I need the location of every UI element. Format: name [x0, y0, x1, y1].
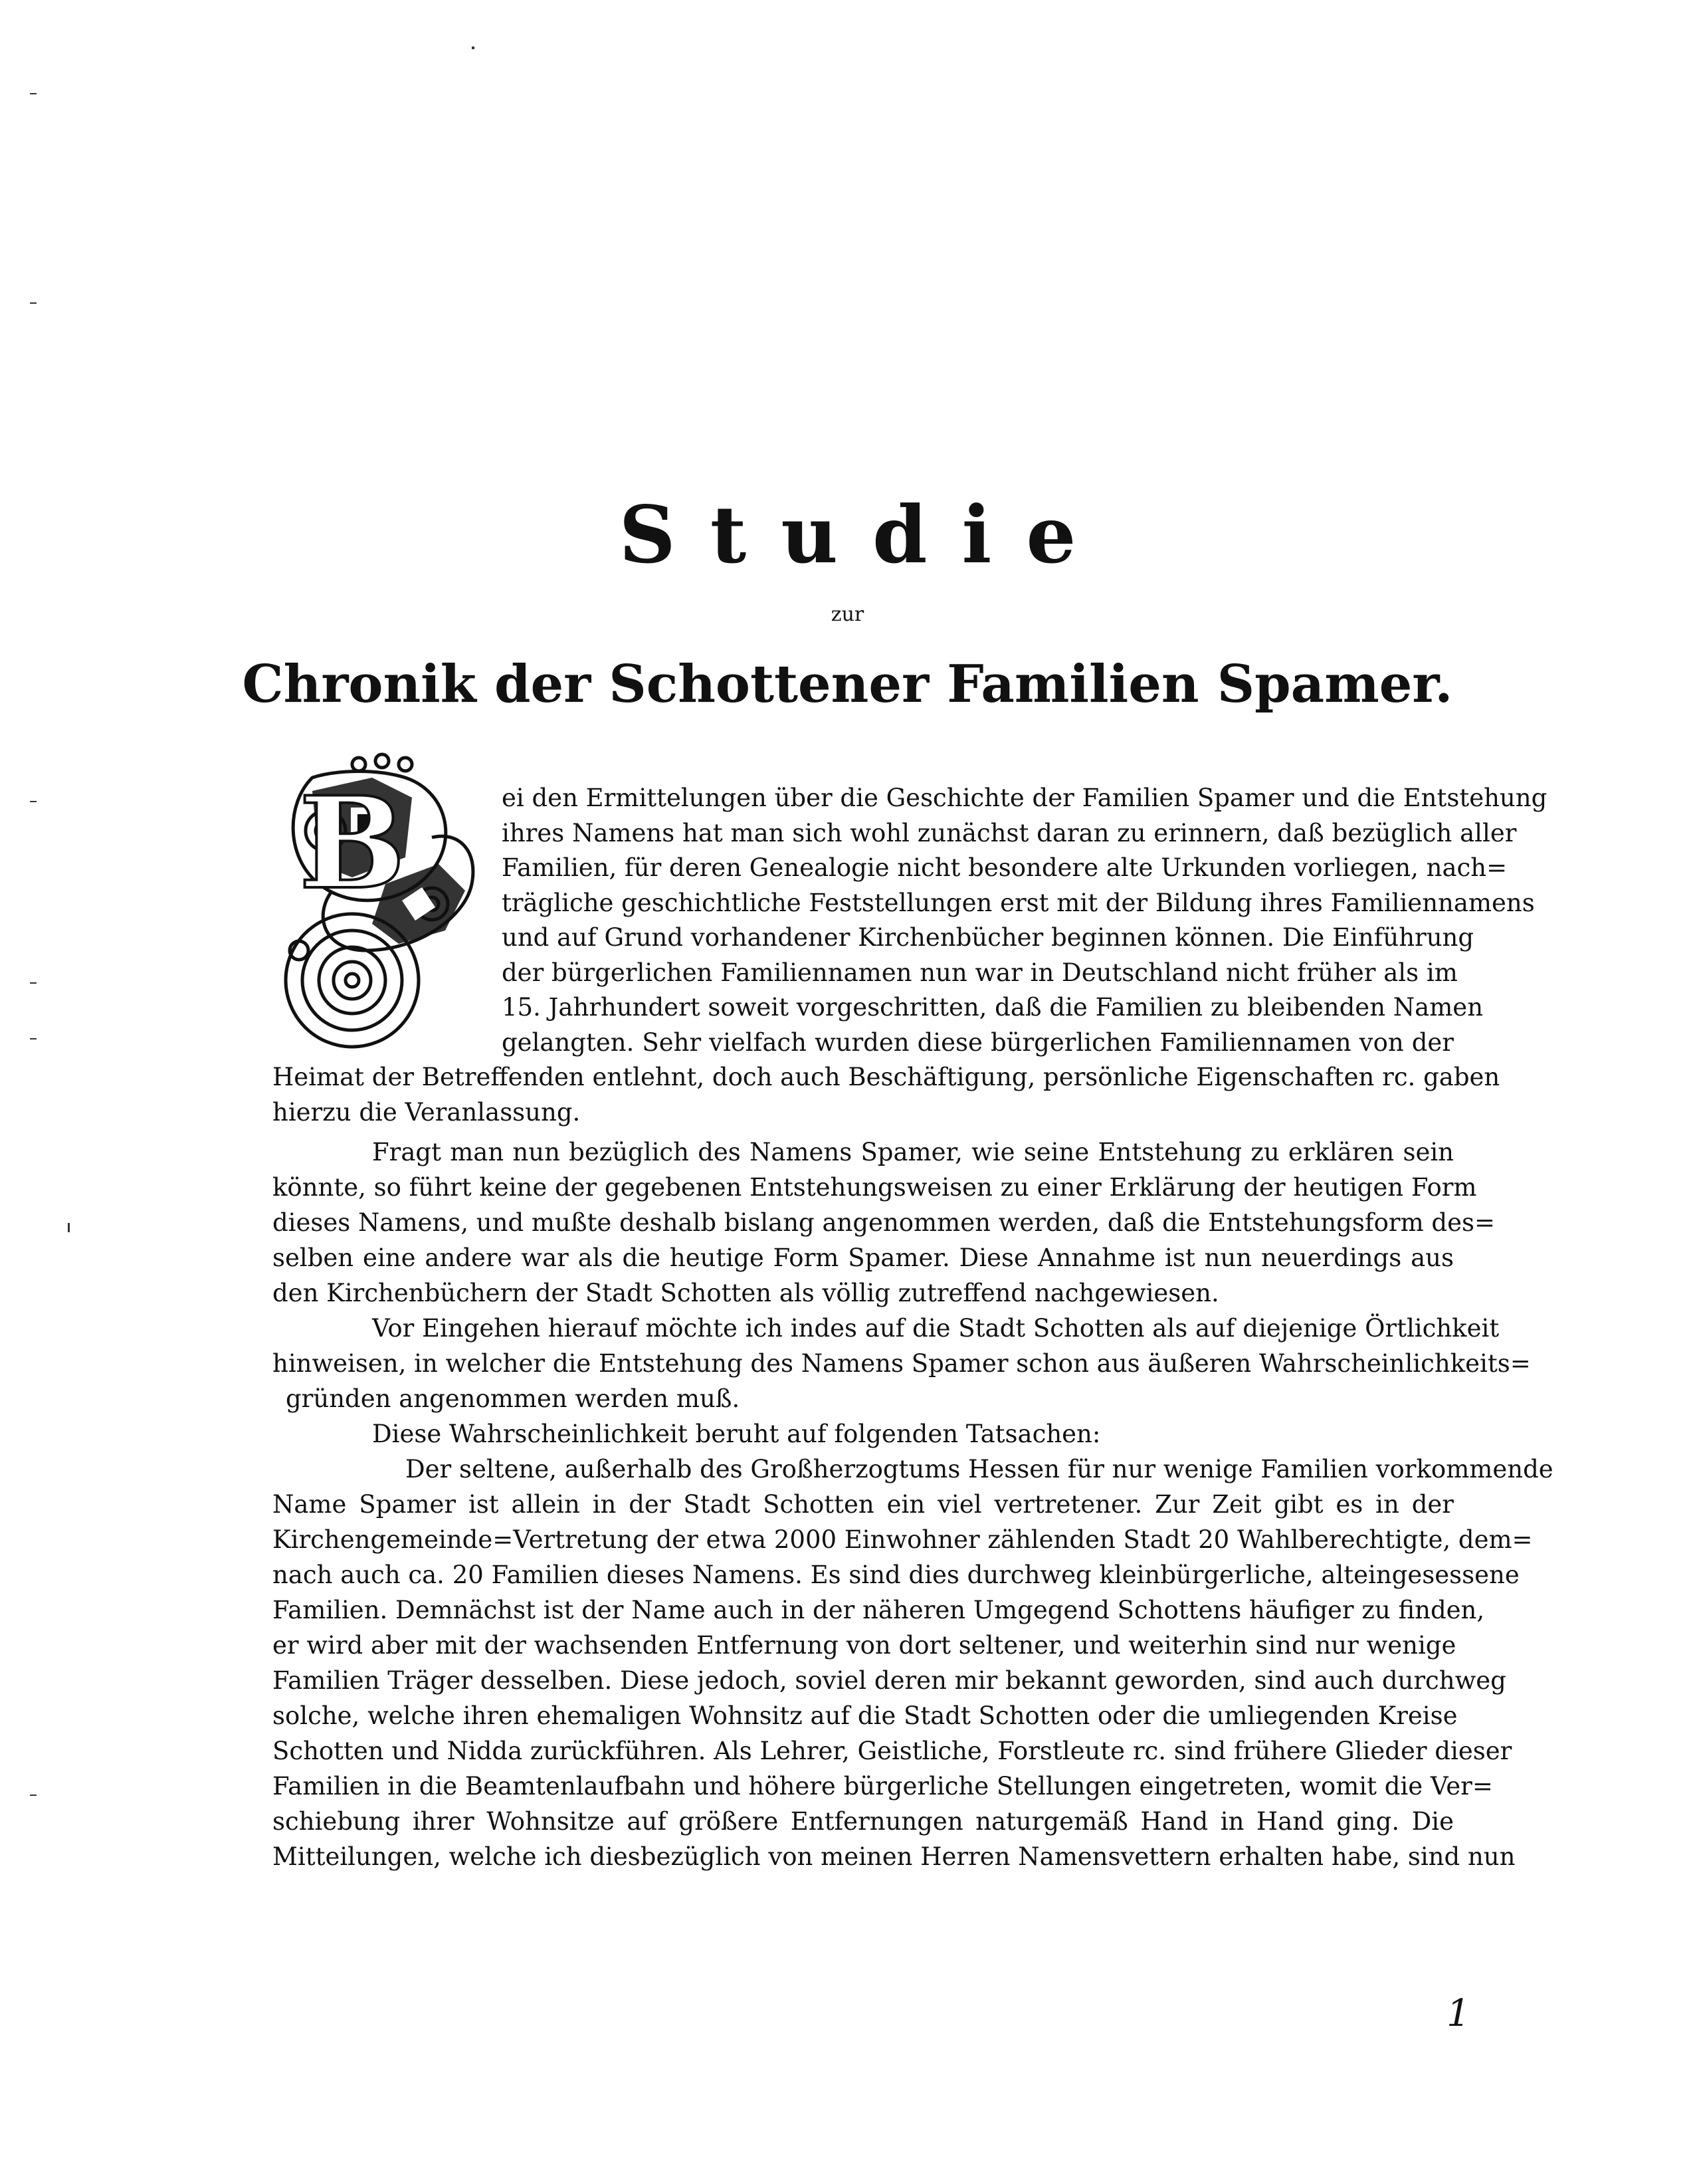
margin-mark: [30, 1795, 37, 1796]
text-line: Diese Wahrscheinlichkeit beruht auf folgenden Tatsachen:: [372, 1420, 1101, 1448]
text-line: solche, welche ihren ehemaligen Wohnsitz auf die Stadt Schotten oder die umliegenden Kreise: [272, 1701, 1458, 1730]
page-title: Studie: [619, 489, 1111, 581]
page-number: 1: [1446, 1992, 1470, 2035]
text-line: gelangten. Sehr vielfach wurden diese bürgerlichen Familiennamen von der: [502, 1028, 1454, 1057]
text-line: Mitteilungen, welche ich diesbezüglich von meinen Herren Namensvettern erhalten habe, sind nun: [272, 1842, 1516, 1871]
text-line: nach auch ca. 20 Familien dieses Namens. Es sind dies durchweg kleinbürgerliche, alteingesessene: [272, 1561, 1520, 1589]
text-line: schiebung ihrer Wohnsitze auf größere Entfernungen naturgemäß Hand in Hand ging. Die: [272, 1807, 1454, 1836]
first-paragraph: [272, 781, 1547, 1130]
text-line: ihres Namens hat man sich wohl zunächst daran zu erinnern, daß bezüglich aller: [502, 818, 1517, 847]
margin-mark: [30, 1038, 37, 1039]
text-line: Familien in die Beamtenlaufbahn und höhere bürgerliche Stellungen eingetreten, womit die Ver=: [272, 1772, 1493, 1801]
text-line: trägliche geschichtliche Feststellungen erst mit der Bildung ihres Familiennamens: [502, 888, 1535, 917]
text-line: der bürgerlichen Familiennamen nun war in Deutschland nicht früher als im: [502, 958, 1458, 987]
margin-mark: [30, 93, 37, 94]
margin-mark: [30, 801, 37, 802]
text-line: Der seltene, außerhalb des Großherzogtums Hessen für nur wenige Familien vorkommende: [405, 1455, 1553, 1483]
margin-mark: [68, 1223, 70, 1232]
text-line: selben eine andere war als die heutige Form Spamer. Diese Annahme ist nun neuerdings aus: [272, 1244, 1454, 1272]
margin-mark: [472, 47, 474, 49]
text-line: Heimat der Betreffenden entlehnt, doch auch Beschäftigung, persönliche Eigenschaften rc. gaben: [272, 1063, 1500, 1091]
text-line: Vor Eingehen hierauf möchte ich indes auf die Stadt Schotten als auf diejenige Örtlichkeit: [372, 1314, 1500, 1343]
text-line: Schotten und Nidda zurückführen. Als Lehrer, Geistliche, Forstleute rc. sind frühere Glieder dieser: [272, 1737, 1512, 1765]
text-line: den Kirchenbüchern der Stadt Schotten als völlig zutreffend nachgewiesen.: [272, 1279, 1219, 1307]
text-line: ei den Ermittelungen über die Geschichte der Familien Spamer und die Entstehung: [502, 784, 1547, 812]
body-text: [272, 1135, 1553, 1874]
text-line: Familien Träger desselben. Diese jedoch, soviel deren mir bekannt geworden, sind auch durchweg: [272, 1666, 1506, 1695]
text-line: hinweisen, in welcher die Entstehung des Namens Spamer schon aus äußeren Wahrscheinlichkeits=: [272, 1349, 1531, 1378]
text-line: gründen angenommen werden muß.: [286, 1384, 740, 1413]
text-line: Familien, für deren Genealogie nicht besondere alte Urkunden vorliegen, nach=: [502, 853, 1508, 882]
text-line: dieses Namens, und mußte deshalb bislang angenommen werden, daß die Entstehungsform des=: [272, 1208, 1495, 1237]
text-line: 15. Jahrhundert soweit vorgeschritten, daß die Familien zu bleibenden Namen: [502, 993, 1484, 1022]
margin-mark: [30, 982, 37, 984]
text-line: könnte, so führt keine der gegebenen Entstehungsweisen zu einer Erklärung der heutigen Form: [272, 1173, 1477, 1202]
page-subtitle: Chronik der Schottener Familien Spamer.: [242, 654, 1453, 714]
title-connector: zur: [831, 603, 864, 626]
text-line: Fragt man nun bezüglich des Namens Spamer, wie seine Entstehung zu erklären sein: [372, 1138, 1454, 1166]
text-line: und auf Grund vorhandener Kirchenbücher beginnen können. Die Einführung: [502, 923, 1474, 952]
text-line: Name Spamer ist allein in der Stadt Schotten ein viel vertretener. Zur Zeit gibt es in der: [272, 1490, 1454, 1519]
text-line: er wird aber mit der wachsenden Entfernung von dort seltener, und weiterhin sind nur wenige: [272, 1631, 1456, 1660]
initial-letter: B: [298, 769, 406, 917]
text-line: hierzu die Veranlassung.: [272, 1097, 581, 1127]
margin-mark: [30, 302, 37, 304]
text-line: Familien. Demnächst ist der Name auch in der näheren Umgegend Schottens häufiger zu finden,: [272, 1596, 1485, 1624]
text-line: Kirchengemeinde=Vertretung der etwa 2000 Einwohner zählenden Stadt 20 Wahlberechtigte, dem=: [272, 1525, 1533, 1554]
